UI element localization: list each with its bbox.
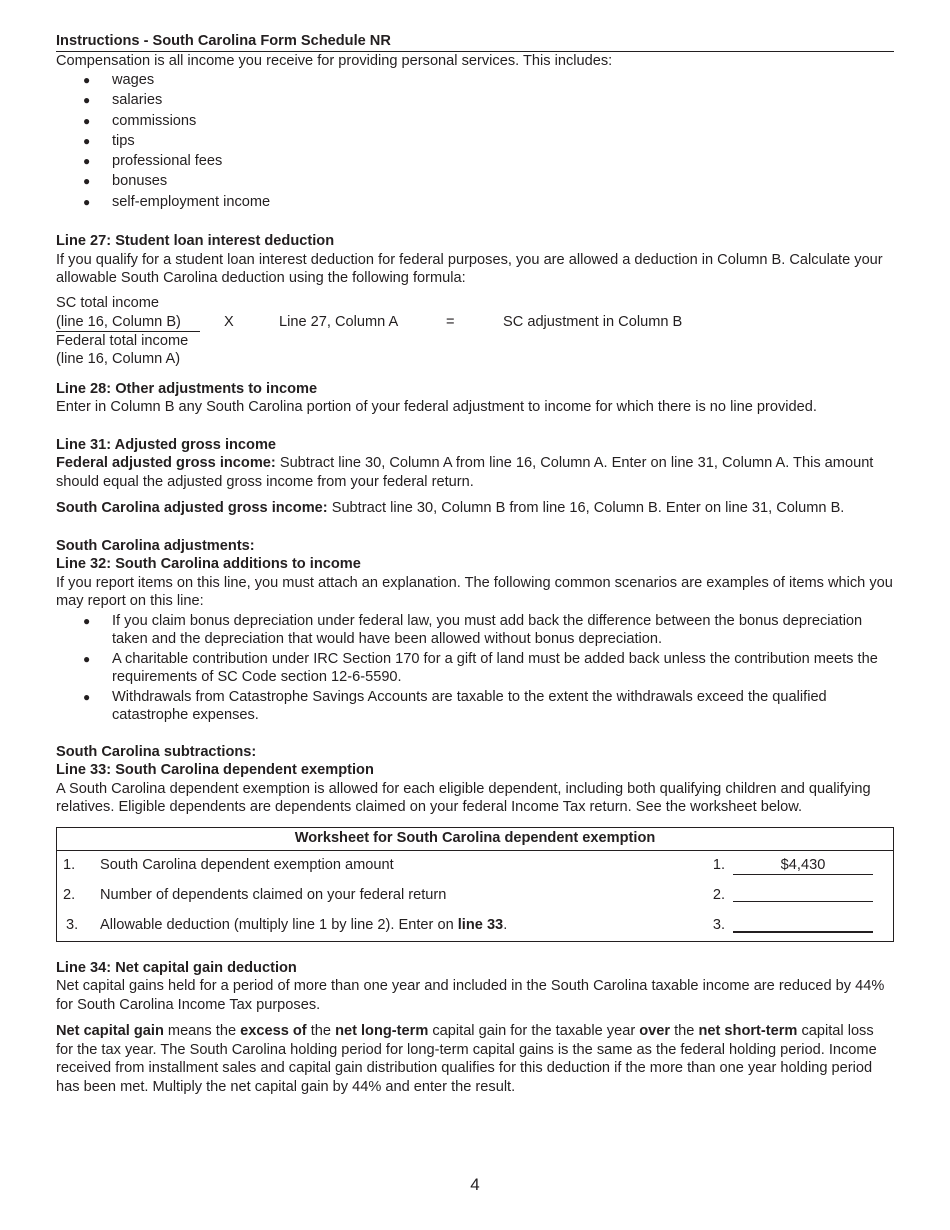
formula-equals-sign: = — [446, 313, 455, 330]
formula-numerator-line1: SC total income — [56, 294, 160, 311]
paragraph-text: the — [670, 1023, 699, 1040]
worksheet-line-number: 1. — [63, 857, 76, 874]
table-row — [57, 911, 894, 942]
allowable-deduction-field[interactable] — [733, 913, 873, 933]
federal-agi-text: Subtract line 30, Column A from line 16, Column A. Enter on line 31, Column A. This amount should equal the adjusted gross income from your federal return. — [56, 455, 874, 490]
line31-heading: Line 31: Adjusted gross income — [56, 436, 277, 453]
formula-result: SC adjustment in Column B — [503, 313, 683, 330]
page-title: Instructions - South Carolina Form Schedule NR — [56, 32, 894, 52]
line27-heading: Line 27: Student loan interest deduction — [56, 233, 335, 250]
compensation-list — [56, 70, 894, 212]
worksheet-line-label: South Carolina dependent exemption amount — [100, 857, 394, 874]
formula-times-sign: X — [224, 313, 234, 330]
formula-denominator-line2: (line 16, Column A) — [56, 350, 181, 367]
worksheet-line-number: 2. — [63, 887, 76, 904]
list-item: ● professional fees — [56, 151, 894, 171]
worksheet-line3-end: . — [503, 917, 508, 934]
table-row — [57, 881, 894, 911]
line31-federal-paragraph — [56, 454, 894, 491]
list-item: ● self-employment income — [56, 192, 894, 212]
list-item: ● If you claim bonus depreciation under federal law, you must add back the difference between the bonus depreciation taken and the depreciation that would have been allowed without bonus depreciation. — [56, 612, 894, 649]
formula-operand: Line 27, Column A — [279, 313, 399, 330]
term-net-short-term: net short-term — [698, 1023, 798, 1040]
worksheet-line-ref: 3. — [712, 917, 725, 934]
list-item: ● salaries — [56, 90, 894, 110]
dependent-exemption-worksheet — [56, 827, 894, 942]
exemption-amount-field[interactable]: $4,430 — [733, 856, 873, 875]
formula-numerator-line2: (line 16, Column B) — [56, 313, 181, 330]
worksheet-line3-bold: line 33 — [457, 917, 504, 934]
term-over: over — [639, 1023, 671, 1040]
worksheet-line3-text: Allowable deduction (multiply line 1 by line 2). Enter on — [100, 917, 458, 934]
federal-agi-label: Federal adjusted gross income: — [56, 455, 276, 472]
sc-agi-label: South Carolina adjusted gross income: — [56, 500, 328, 517]
line27-text: If you qualify for a student loan interest deduction for federal purposes, you are allowed a deduction in Column B. Calculate your allowable South Carolina deduction using the following formula: — [56, 251, 883, 287]
line34-text: Net capital gains held for a period of more than one year and included in the South Carolina taxable income are reduced by 44% for South Carolina Income Tax purposes. — [56, 978, 885, 1013]
table-row — [57, 850, 894, 881]
formula-denominator-line1: Federal total income — [56, 332, 189, 349]
line32-heading: Line 32: South Carolina additions to income — [56, 556, 361, 573]
term-net-capital-gain: Net capital gain — [56, 1023, 164, 1040]
page-number: 4 — [470, 1175, 480, 1194]
paragraph-text: capital gain for the taxable year — [428, 1023, 640, 1040]
worksheet-line-ref: 2. — [712, 887, 725, 904]
list-item: ● commissions — [56, 111, 894, 131]
line28-heading: Line 28: Other adjustments to income — [56, 380, 318, 397]
line33-heading: Line 33: South Carolina dependent exemption — [56, 762, 374, 779]
sc-adjustments-heading: South Carolina adjustments: — [56, 537, 255, 554]
list-item: ● Withdrawals from Catastrophe Savings Accounts are taxable to the extent the withdrawals exceed the qualified catastrophe expenses. — [56, 688, 894, 725]
paragraph-text: the — [306, 1023, 336, 1040]
worksheet-title: Worksheet for South Carolina dependent exemption — [57, 827, 894, 850]
worksheet-line-label — [100, 911, 695, 942]
list-item: ● bonuses — [56, 171, 894, 191]
net-capital-gain-paragraph — [56, 1022, 894, 1096]
term-net-long-term: net long-term — [335, 1023, 429, 1040]
line32-text: If you report items on this line, you must attach an explanation. The following common scenarios are examples of items which you may report on this line: — [56, 574, 893, 610]
line32-scenarios-list — [56, 612, 894, 725]
list-item: ● tips — [56, 131, 894, 151]
list-item: ● wages — [56, 70, 894, 90]
line28-text: Enter in Column B any South Carolina portion of your federal adjustment to income for which there is no line provided. — [56, 399, 817, 416]
paragraph-text: means the — [163, 1023, 241, 1040]
worksheet-line-label: Number of dependents claimed on your federal return — [100, 887, 447, 904]
line31-sc-paragraph — [56, 499, 894, 518]
sc-deduction-formula — [56, 294, 894, 368]
document-page — [56, 32, 894, 1096]
worksheet-line-ref: 1. — [712, 857, 725, 874]
term-excess-of: excess of — [240, 1023, 307, 1040]
compensation-intro: Compensation is all income you receive for providing personal services. This includes: — [56, 52, 613, 69]
dependents-count-field[interactable] — [733, 883, 873, 902]
line33-text: A South Carolina dependent exemption is allowed for each eligible dependent, including both qualifying children and qualifying relatives. Eligible dependents are dependents claimed on your federal Income Tax return. See the worksheet below. — [56, 780, 871, 816]
sc-agi-text: Subtract line 30, Column B from line 16, Column B. Enter on line 31, Column B. — [327, 500, 845, 517]
paragraph-text: capital loss for the tax year. The South Carolina holding period for long-term capital gains is the same as the federal holding period. Income received from installment sales and capital gain distribution qualifies for this deduction if the more than one year holding period has been met. Multiply the net capital gain by 44% and enter the result. — [56, 1023, 877, 1095]
sc-subtractions-heading: South Carolina subtractions: — [56, 743, 257, 760]
line34-heading: Line 34: Net capital gain deduction — [56, 959, 297, 976]
worksheet-line-number: 3. — [66, 917, 79, 934]
list-item: ● A charitable contribution under IRC Section 170 for a gift of land must be added back unless the contribution meets the requirements of SC Code section 12-6-5590. — [56, 650, 894, 687]
